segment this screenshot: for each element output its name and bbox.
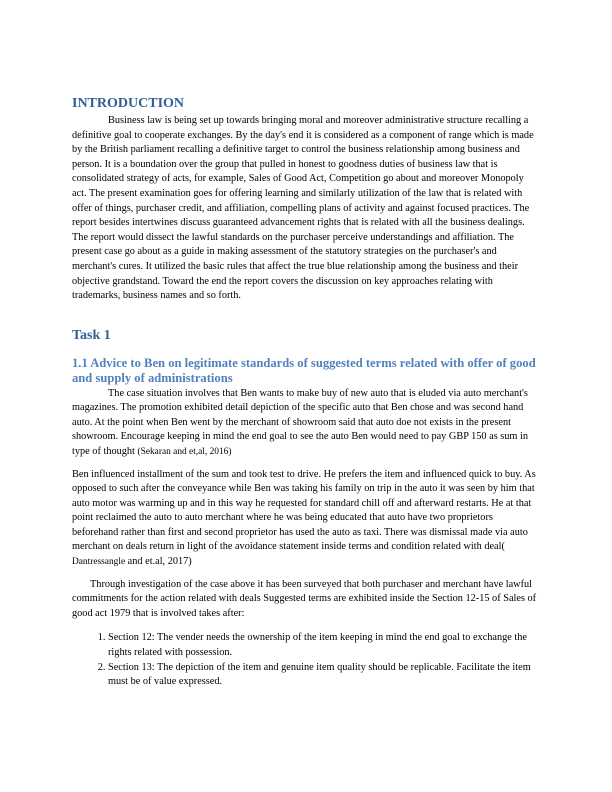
case-paragraph-2-text: Ben influenced installment of the sum and took test to drive. He prefers the item and influenced quick to buy. As opposed to such after the conveyance while Ben was taking his family on trip in the auto it was seen by him that auto motor was warming up and in this way he requested for standard chill off and afterward restarts. He at that point reclaimed the auto to auto merchant where he was being educated that auto have two proprietors beforehand rather than first and second proprietor has used the auto as taxi. There was dismissal made via auto merchant on deals return in light of the avoidance statement inside terms and condition related with deal( xyxy=(72,468,536,553)
introduction-paragraph: Business law is being set up towards bringing moral and moreover administrative structure recalling a definitive goal to cooperate exchanges. By the day's end it is considered as a component of range which is made by the British parliament recalling a definitive target to control the business relationship among business and person. It is a boundation over the group that pulled in honest to goodness duties of business law that is consolidated strategy of acts, for example, Sales of Good Act, Competition go about and moreover Monopoly act. The present examination goes for offering learning and similarly utilization of the law that is related with offer of things, purchaser credit, and affiliation, compelling plans of activity and against focused practices. The report besides intertwines discuss guaranteed advancement rights that is related with all the business dealings. The report would dissect the lawful standards on the purchaser perceive understandings and affiliation. The present case go about as a guide in making assessment of the statutory strategies on the purchaser's and merchant's cures. It utilized the basic rules that affect the true blue relationship among the business and their objective grandstand. Toward the end the report covers the discussion on key approaches relating with trademarks, business names and so forth. xyxy=(72,115,534,302)
document-page xyxy=(72,96,540,690)
introduction-heading: INTRODUCTION xyxy=(72,96,185,111)
citation-sekaran: (Sekaran and et,al, 2016) xyxy=(137,446,232,457)
list-item: 1. Section 12: The vender needs the ownership of the item keeping in mind the end goal to exchange the rights related with possession. xyxy=(108,631,540,660)
task-heading: Task 1 xyxy=(72,327,111,343)
citation-dantressangle: Dantressangle xyxy=(72,557,126,568)
case-paragraph-1 xyxy=(72,387,540,460)
citation-tail: and et.al, 2017) xyxy=(125,556,192,568)
case-paragraph-1-text: The case situation involves that Ben wants to make buy of new auto that is eluded via auto merchant's magazines. The promotion exhibited detail depiction of the specific auto that Ben chose and was second hand auto. At the point when Ben went by the merchant of showroom said that auto doe not exists in the present showroom. Encourage keeping in mind the end goal to see the auto Ben would need to pay GBP 150 as sum in type of thought xyxy=(72,387,529,457)
section-1-1-heading: 1.1 Advice to Ben on legitimate standards of suggested terms related with offer of good and supply of administrations xyxy=(72,355,536,386)
case-paragraph-3: Through investigation of the case above it has been surveyed that both purchaser and merchant have lawful commitments for the action related with deals Suggested terms are exhibited inside the Section 12-15 of Sales of good act 1979 that is involved takes after: xyxy=(72,578,537,619)
case-paragraph-2 xyxy=(72,468,540,570)
list-item: 2. Section 13: The depiction of the item and genuine item quality should be replicable. Facilitate the item must be of value expressed. xyxy=(108,661,540,690)
sections-list xyxy=(72,631,540,689)
